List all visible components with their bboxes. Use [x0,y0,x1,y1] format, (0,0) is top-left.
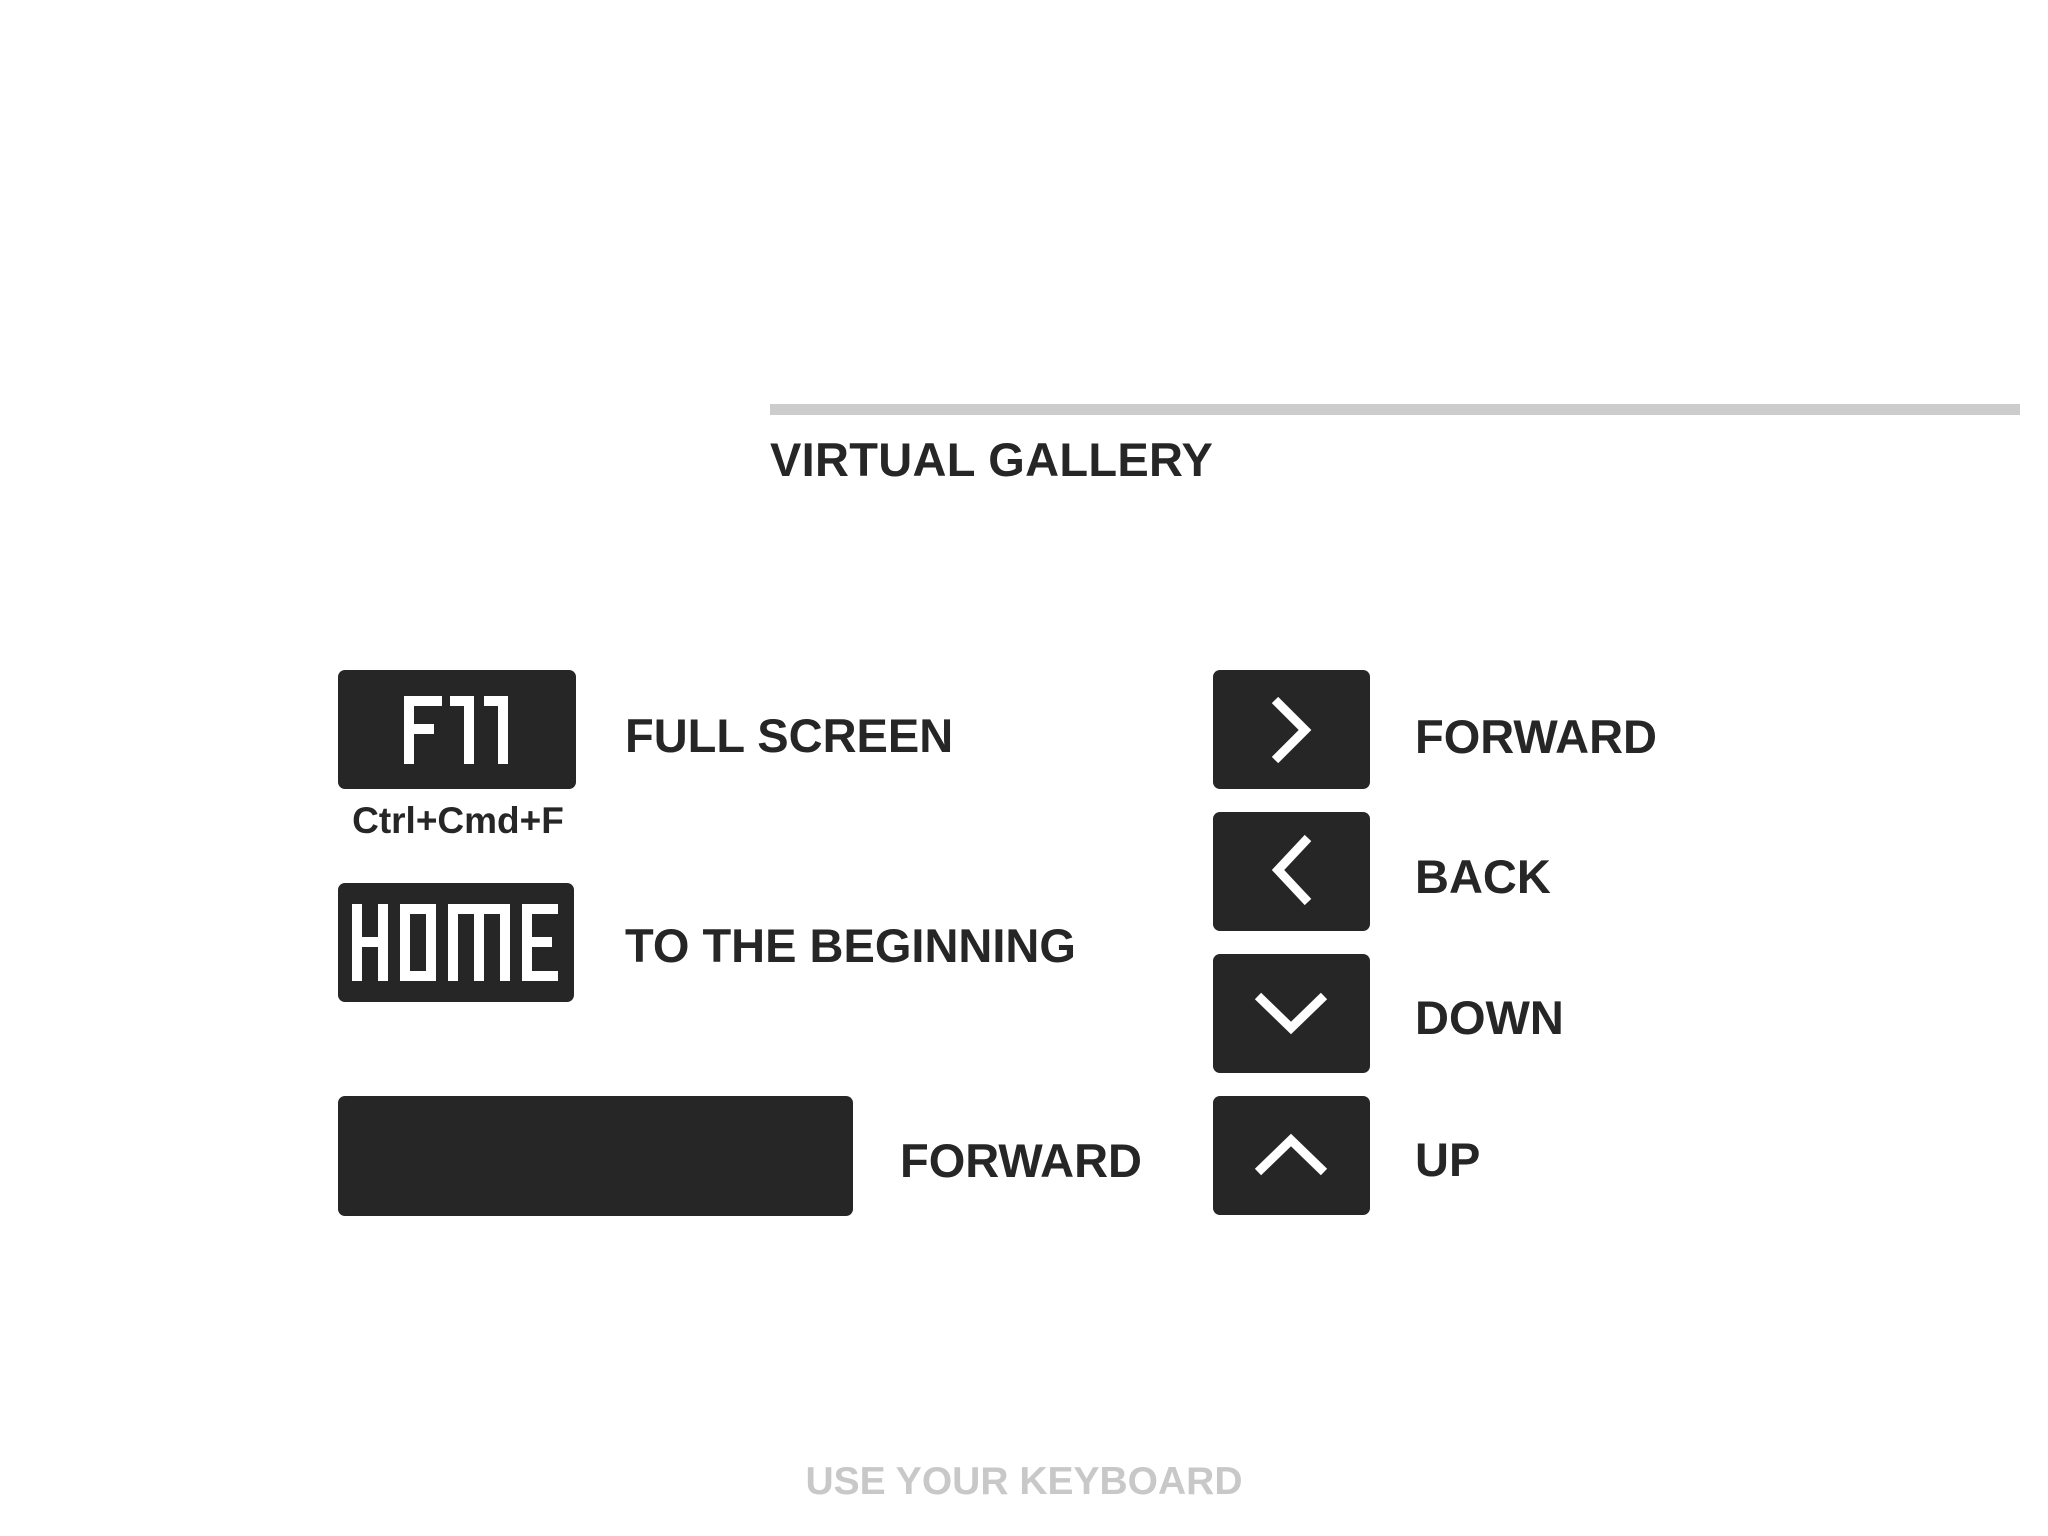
arrow-up-key [1213,1096,1370,1215]
arrow-right-key [1213,670,1370,789]
chevron-up-icon [1213,1096,1370,1215]
arrow-down-label: DOWN [1415,991,1564,1044]
home-label: TO THE BEGINNING [625,919,1076,972]
arrow-left-key [1213,812,1370,931]
chevron-down-icon [1213,954,1370,1073]
home-glyph [338,883,574,1002]
chevron-left-icon [1213,812,1370,931]
header-divider [770,404,2020,415]
page-title: VIRTUAL GALLERY [770,433,1214,486]
f11-key-icon [338,670,576,789]
arrow-right-label: FORWARD [1415,710,1657,763]
chevron-right-icon [1213,670,1370,789]
arrow-down-key [1213,954,1370,1073]
f11-glyph [338,670,576,789]
spacebar-key-icon [338,1096,853,1216]
home-key-icon [338,883,574,1002]
spacebar-label: FORWARD [900,1134,1142,1187]
fullscreen-alt-shortcut: Ctrl+Cmd+F [352,800,564,841]
arrow-left-label: BACK [1415,850,1551,903]
keyboard-hint: USE YOUR KEYBOARD [805,1460,1243,1503]
arrow-up-label: UP [1415,1133,1481,1186]
fullscreen-label: FULL SCREEN [625,709,954,762]
